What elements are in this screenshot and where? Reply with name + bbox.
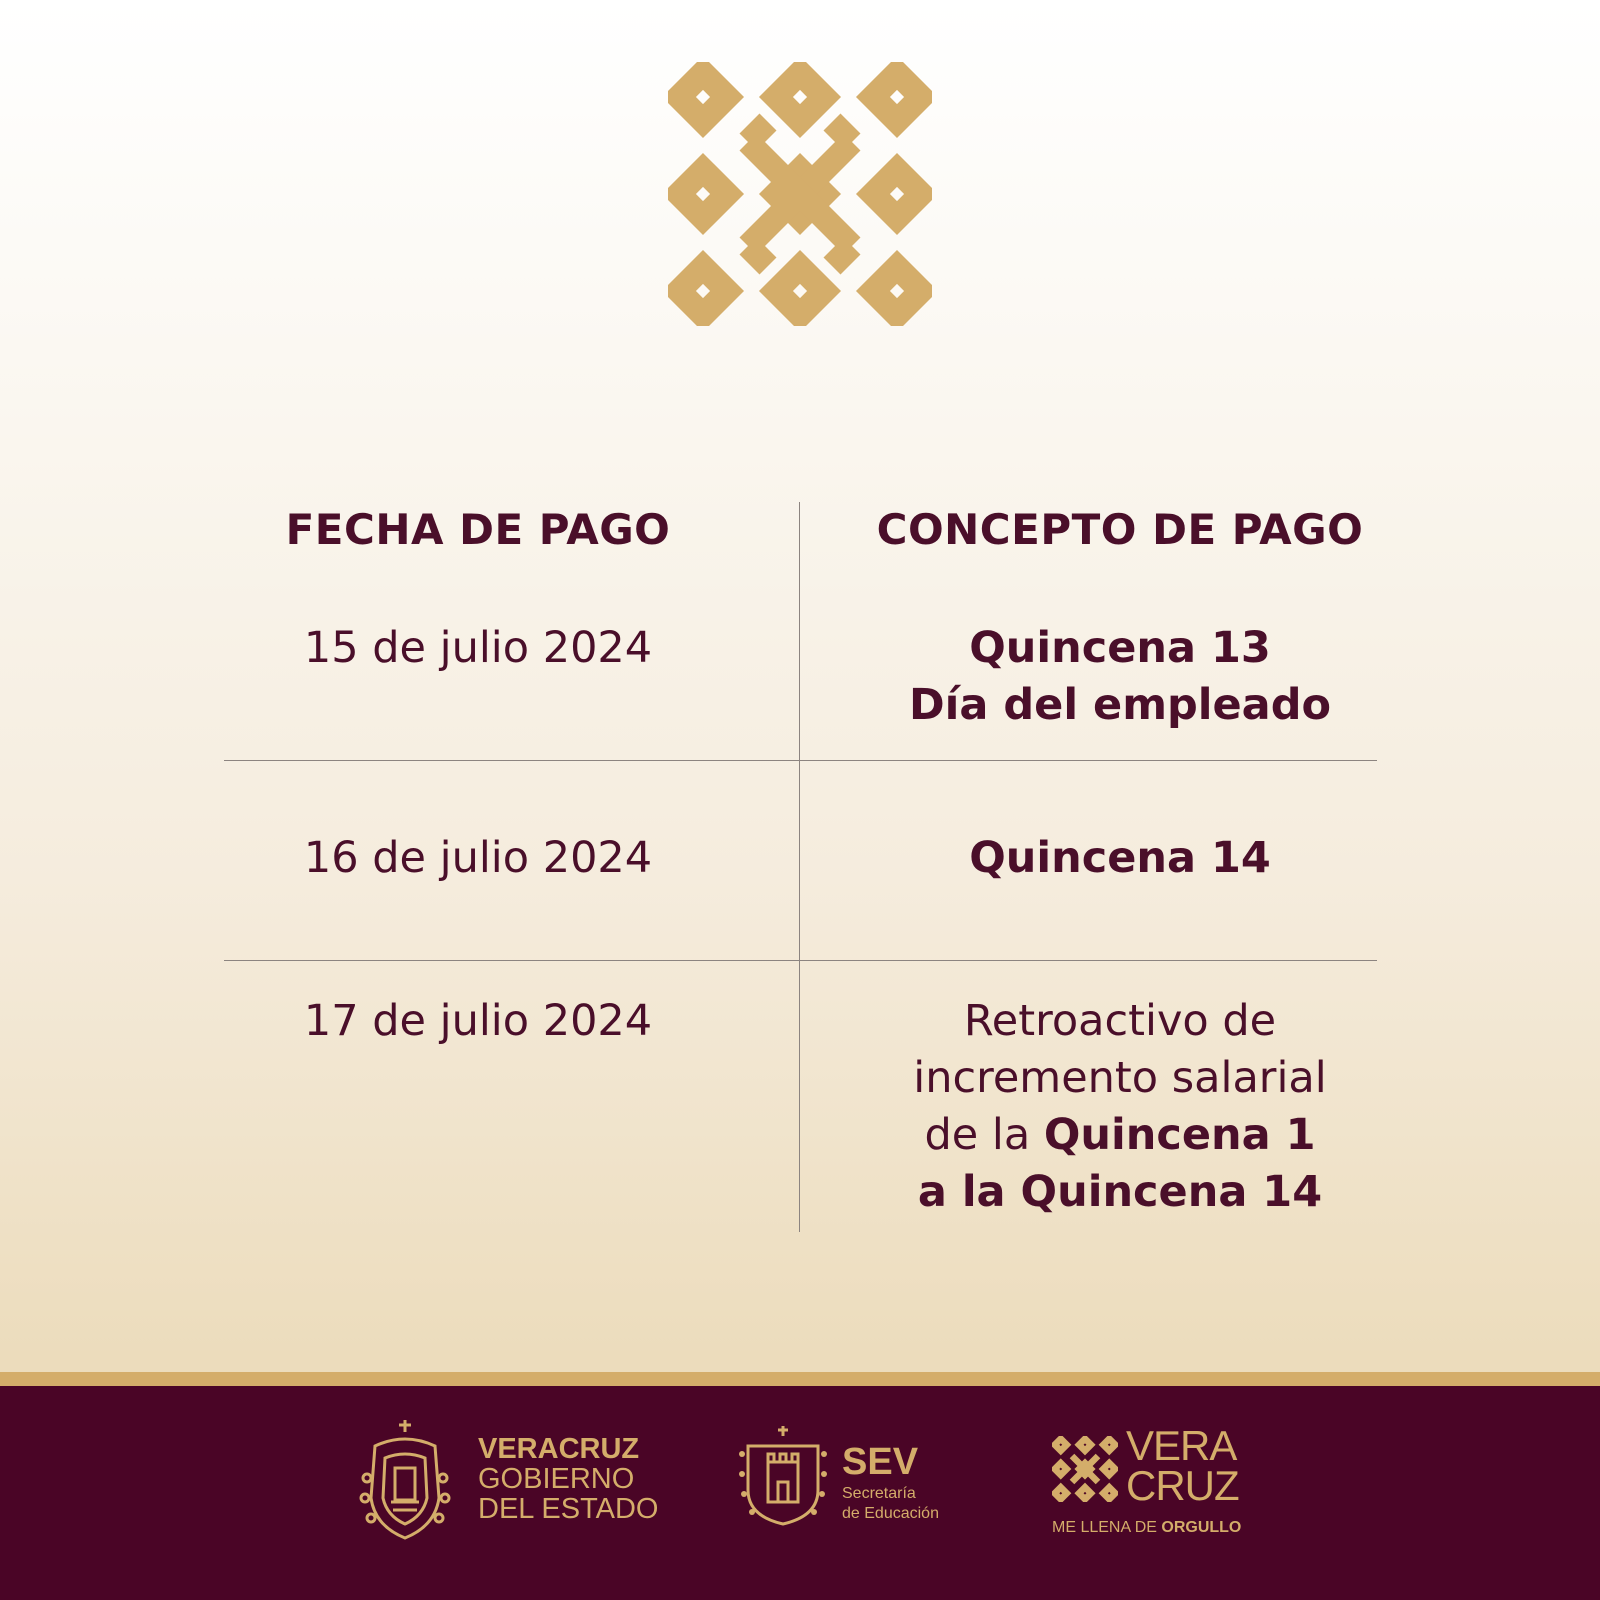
row-divider [224,760,1377,761]
sev-title: SEV [842,1441,919,1483]
knot-emblem-icon [668,62,932,326]
row-1-concept-line-1: Quincena 13 [969,623,1271,673]
sev-line-2: de Educación [842,1505,939,1522]
state-coat-of-arms-icon [355,1418,455,1542]
row-2-concept [800,830,1440,887]
veracruz-brand-tagline [1052,1518,1241,1538]
veracruz-tagline-regular: ME LLENA DE [1052,1519,1162,1536]
sev-line-1: Secretaría [842,1485,916,1502]
row-divider [224,960,1377,961]
footer-stripe [0,1372,1600,1386]
veracruz-brand-line-1: VERA [1126,1422,1237,1469]
row-1-concept-line-2: Día del empleado [908,680,1332,730]
row-3-concept-line-3 [800,1107,1440,1164]
veracruz-brand-line-2: CRUZ [1126,1462,1239,1509]
row-3-date: 17 de julio 2024 [303,996,653,1046]
gobierno-line-3: DEL ESTADO [478,1493,659,1525]
veracruz-knot-icon [1052,1436,1118,1502]
row-1-concept [800,620,1440,734]
row-2-date: 16 de julio 2024 [303,833,653,883]
header-date: FECHA DE PAGO [285,505,671,554]
sev-shield-icon [738,1424,828,1528]
header-concept: CONCEPTO DE PAGO [876,505,1364,554]
row-3-concept-line-3-bold: Quincena 1 [1043,1110,1316,1160]
veracruz-tagline-bold: ORGULLO [1161,1519,1242,1536]
row-3-concept-line-2: incremento salarial [913,1053,1327,1103]
row-3-concept-line-4: a la Quincena 14 [917,1167,1323,1217]
gobierno-line-2: GOBIERNO [478,1463,635,1495]
row-3-concept [800,993,1440,1221]
footer [0,1386,1600,1600]
row-3-concept-line-3-regular: de la [924,1110,1044,1160]
row-1-date: 15 de julio 2024 [303,623,653,673]
row-2-concept-line-1: Quincena 14 [969,833,1271,883]
gobierno-line-1: VERACRUZ [478,1433,640,1465]
row-3-concept-line-1: Retroactivo de [963,996,1277,1046]
